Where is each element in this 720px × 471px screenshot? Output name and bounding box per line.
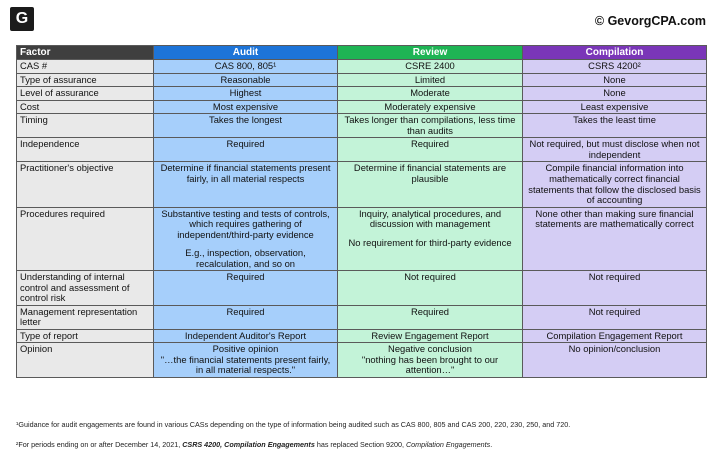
header-compilation: Compilation [523,46,707,60]
comparison-table [16,45,707,378]
footnote-2-part-a: ²For periods ending on or after December 14, 2021, [16,440,183,449]
review-cell: Limited [338,73,523,87]
table-row [17,138,707,162]
compilation-cell: None [523,87,707,101]
compilation-cell: No opinion/conclusion [523,343,707,378]
compilation-cell: Not required [523,305,707,329]
factor-cell: Management representation letter [17,305,154,329]
factor-cell: Type of assurance [17,73,154,87]
brand-text: © GevorgCPA.com [594,14,706,28]
review-opinion-label: Negative conclusion [388,343,472,355]
audit-cell: Independent Auditor's Report [154,329,338,343]
factor-cell: Type of report [17,329,154,343]
factor-cell: Cost [17,100,154,114]
audit-cell: Reasonable [154,73,338,87]
table-row [17,207,707,271]
factor-cell: Timing [17,114,154,138]
audit-cell: Required [154,271,338,306]
audit-procedures-examples: E.g., inspection, observation, recalculation, and so on [185,247,306,269]
header-factor: Factor [17,46,154,60]
table-row [17,343,707,378]
table-row [17,60,707,74]
table-row [17,100,707,114]
footnote-2-part-e: . [490,440,493,449]
review-cell [338,343,523,378]
audit-cell: Required [154,138,338,162]
audit-opinion-label: Positive opinion [212,343,279,355]
audit-cell [154,207,338,271]
table-row [17,162,707,207]
audit-opinion-quote: "…the financial statements present fairly, in all material respects." [160,353,331,376]
compilation-cell: Not required [523,271,707,306]
factor-cell: Opinion [17,343,154,378]
table-row [17,87,707,101]
compilation-cell: Compile financial information into mathematically correct financial statements that follow the disclosed basis of accounting [523,162,707,207]
review-cell: Review Engagement Report [338,329,523,343]
table-header-row [17,46,707,60]
review-cell: Determine if financial statements are plausible [338,162,523,207]
audit-cell: CAS 800, 805¹ [154,60,338,74]
factor-cell: Practitioner's objective [17,162,154,207]
table-row [17,329,707,343]
compilation-cell: None other than making sure financial statements are mathematically correct [523,207,707,271]
review-procedures-note: No requirement for third-party evidence [348,236,512,248]
footnote-2-part-c: has replaced Section 9200, [314,440,406,449]
header-audit: Audit [154,46,338,60]
table-row [17,73,707,87]
review-cell: Moderately expensive [338,100,523,114]
gevorg-logo-icon: G [10,7,34,31]
factor-cell: Level of assurance [17,87,154,101]
audit-cell [154,343,338,378]
review-cell [338,207,523,271]
audit-cell: Required [154,305,338,329]
review-cell: Moderate [338,87,523,101]
footnote-1: ¹Guidance for audit engagements are found in various CASs depending on the type of information being audited such as CAS 800, 805 and CAS 200, 220, 230, 250, and 720. [16,420,571,429]
table-row [17,114,707,138]
review-procedures-text: Inquiry, analytical procedures, and discussion with management [358,207,502,230]
footnote-2-part-d: Compilation Engagements [405,440,491,449]
review-opinion-quote: "nothing has been brought to our attention…" [361,353,499,376]
compilation-cell: None [523,73,707,87]
compilation-cell: Least expensive [523,100,707,114]
table-row [17,305,707,329]
header-review: Review [338,46,523,60]
audit-cell: Most expensive [154,100,338,114]
review-cell: CSRE 2400 [338,60,523,74]
footnote-2-part-b: CSRS 4200, Compilation Engagements [182,440,315,449]
factor-cell: Understanding of internal control and assessment of control risk [17,271,154,306]
compilation-cell: Takes the least time [523,114,707,138]
compilation-cell: CSRS 4200² [523,60,707,74]
review-cell: Takes longer than compilations, less time than audits [338,114,523,138]
factor-cell: Procedures required [17,207,154,271]
audit-cell: Highest [154,87,338,101]
audit-cell: Determine if financial statements present fairly, in all material respects [154,162,338,207]
factor-cell: Independence [17,138,154,162]
review-cell: Required [338,138,523,162]
audit-procedures-text: Substantive testing and tests of controls, which requires gathering of independent/third-party evidence [161,207,330,240]
audit-cell: Takes the longest [154,114,338,138]
compilation-cell: Compilation Engagement Report [523,329,707,343]
footnote-2 [16,440,716,449]
compilation-cell: Not required, but must disclose when not independent [523,138,707,162]
review-cell: Not required [338,271,523,306]
table-row [17,271,707,306]
factor-cell: CAS # [17,60,154,74]
review-cell: Required [338,305,523,329]
